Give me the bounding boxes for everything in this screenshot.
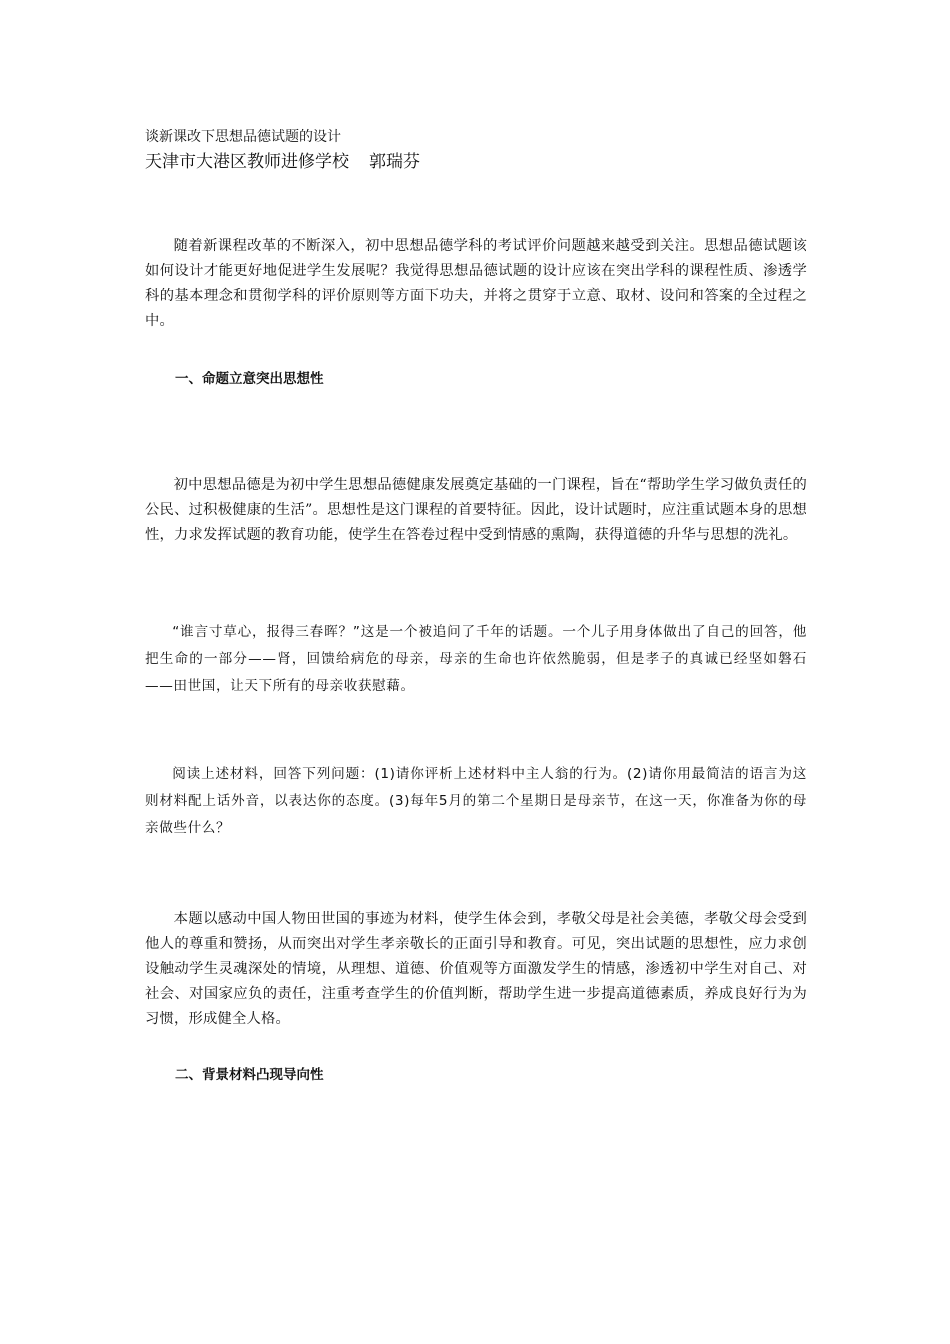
author-organization: 天津市大港区教师进修学校 (145, 152, 349, 172)
question-paragraph: 阅读上述材料，回答下列问题：(1)请你评析上述材料中主人翁的行为。(2)请你用最简洁的语言为这则材料配上话外音，以表达你的态度。(3)每年5月的第二个星期日是母亲节，在这一天，你准备为你的母亲做些什么？ (145, 765, 807, 836)
body-paragraph: 初中思想品德是为初中学生思想品德健康发展奠定基础的一门课程，旨在“帮助学生学习做负责任的公民、过积极健康的生活”。思想性是这门课程的首要特征。因此，设计试题时，应注重试题本身的思想性，力求发挥试题的教育功能，使学生在答卷过程中受到情感的熏陶，获得道德的升华与思想的洗礼。 (145, 477, 807, 544)
intro-paragraph: 随着新课程改革的不断深入，初中思想品德学科的考试评价问题越来越受到关注。思想品德试题该如何设计才能更好地促进学生发展呢？我觉得思想品德试题的设计应该在突出学科的课程性质、渗透学科的基本理念和贯彻学科的评价原则等方面下功夫，并将之贯穿于立意、取材、设问和答案的全过程之中。 (145, 238, 807, 330)
author-line (145, 150, 807, 174)
section-heading-2: 二、背景材料凸现导向性 (175, 1067, 324, 1083)
author-name: 郭瑞芬 (369, 152, 420, 172)
document-title: 谈新课改下思想品德试题的设计 (145, 129, 341, 145)
section-heading-1: 一、命题立意突出思想性 (175, 371, 324, 387)
material-quote-paragraph: “谁言寸草心，报得三春晖？”这是一个被追问了千年的话题。一个儿子用身体做出了自己的回答，他把生命的一部分——肾，回馈给病危的母亲，母亲的生命也许依然脆弱，但是孝子的真诚已经坚如磐石——田世国，让天下所有的母亲收获慰藉。 (145, 623, 807, 694)
analysis-paragraph: 本题以感动中国人物田世国的事迹为材料，使学生体会到，孝敬父母是社会美德，孝敬父母会受到他人的尊重和赞扬，从而突出对学生孝亲敬长的正面引导和教育。可见，突出试题的思想性，应力求创设触动学生灵魂深处的情境，从理想、道德、价值观等方面激发学生的情感，渗透初中学生对自己、对社会、对国家应负的责任，注重考查学生的价值判断，帮助学生进一步提高道德素质，养成良好行为为习惯，形成健全人格。 (145, 911, 807, 1028)
